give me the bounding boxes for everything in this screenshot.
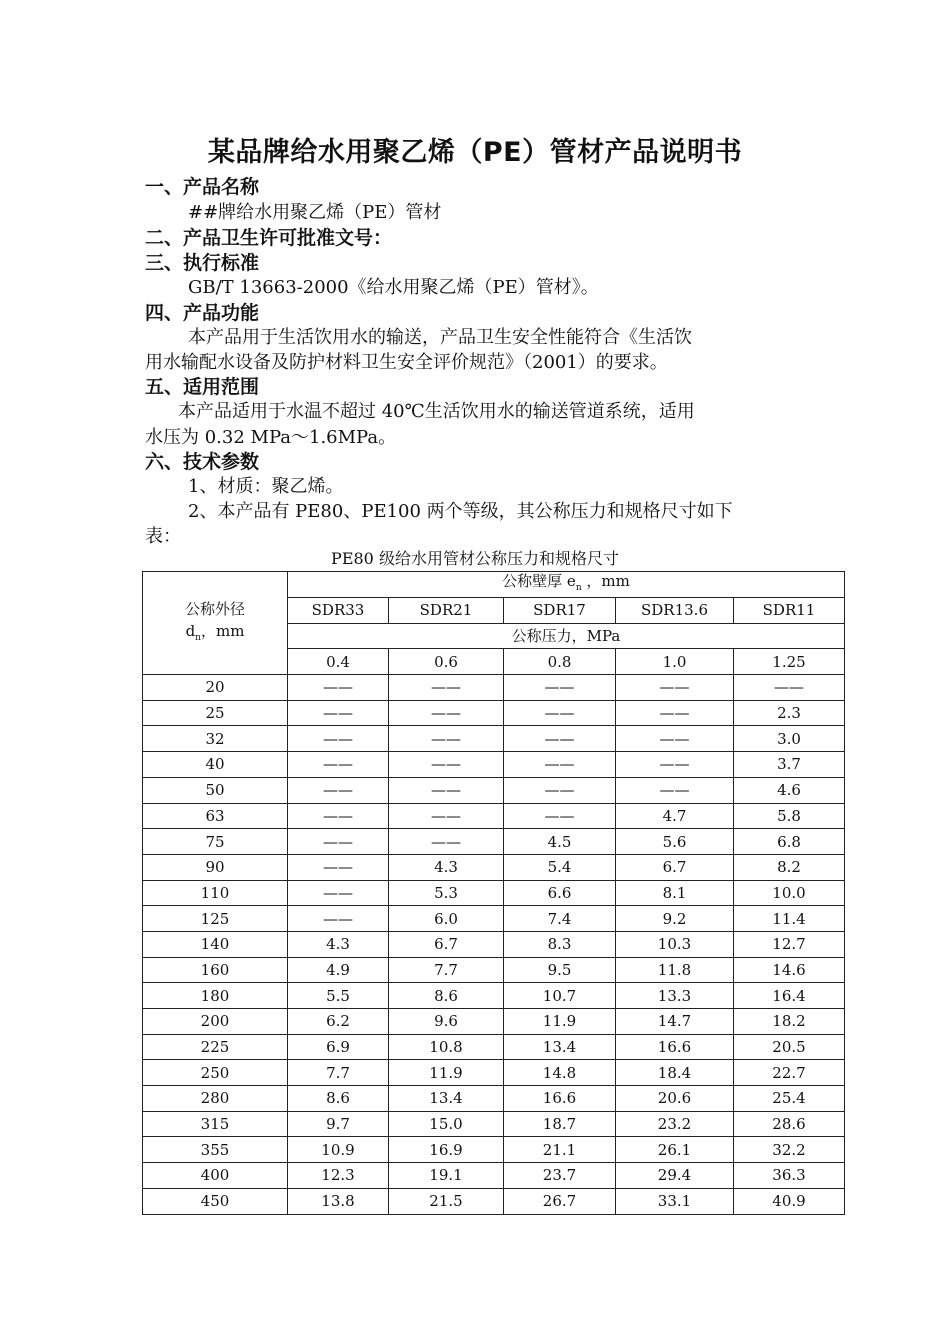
- dn-subscript: n: [195, 632, 201, 643]
- table-row: [143, 1111, 845, 1137]
- wall-thickness-cell: ——: [616, 700, 734, 726]
- wall-thickness-cell: 10.8: [389, 1034, 504, 1060]
- section-5-text-line1: 本产品适用于水温不超过 40℃生活饮用水的输送管道系统，适用: [178, 401, 695, 422]
- wall-thickness-cell: 6.6: [504, 880, 616, 906]
- table-row: [143, 880, 845, 906]
- diameter-cell: 125: [143, 906, 288, 932]
- pressure-cell: 1.0: [616, 649, 734, 675]
- wall-thickness-cell: ——: [288, 906, 389, 932]
- wall-thickness-cell: 7.7: [288, 1060, 389, 1086]
- spec-table: [142, 571, 845, 1215]
- wall-thickness-cell: 15.0: [389, 1111, 504, 1137]
- section-6-item2-line1: 2、本产品有 PE80、PE100 两个等级，其公称压力和规格尺寸如下: [188, 501, 733, 522]
- table-row: [143, 957, 845, 983]
- table-row: [143, 1188, 845, 1214]
- outer-diameter-unit: [143, 620, 287, 649]
- wall-thickness-cell: 9.7: [288, 1111, 389, 1137]
- wall-thickness-cell: 6.2: [288, 1009, 389, 1035]
- wall-thickness-cell: 16.6: [616, 1034, 734, 1060]
- section-5-heading: 五、适用范围: [145, 376, 260, 398]
- wall-thickness-cell: 4.6: [734, 777, 845, 803]
- wall-thickness-cell: 25.4: [734, 1086, 845, 1112]
- table-row: [143, 777, 845, 803]
- wall-thickness-cell: 5.3: [389, 880, 504, 906]
- diameter-cell: 140: [143, 931, 288, 957]
- diameter-cell: 450: [143, 1188, 288, 1214]
- wall-thickness-cell: 8.2: [734, 854, 845, 880]
- wall-thickness-cell: ——: [616, 752, 734, 778]
- wall-thickness-cell: 13.3: [616, 983, 734, 1009]
- wall-thickness-cell: 10.3: [616, 931, 734, 957]
- wall-thickness-cell: ——: [616, 726, 734, 752]
- wall-thickness-cell: ——: [389, 829, 504, 855]
- wall-thickness-cell: 11.8: [616, 957, 734, 983]
- diameter-cell: 200: [143, 1009, 288, 1035]
- wall-thickness-cell: ——: [288, 854, 389, 880]
- wall-thickness-cell: ——: [734, 675, 845, 701]
- diameter-cell: 225: [143, 1034, 288, 1060]
- pressure-cell: 0.8: [504, 649, 616, 675]
- wall-thickness-cell: 7.4: [504, 906, 616, 932]
- table-row: [143, 854, 845, 880]
- wall-thickness-cell: 4.7: [616, 803, 734, 829]
- wall-thickness-cell: 22.7: [734, 1060, 845, 1086]
- section-1-heading: 一、产品名称: [145, 176, 260, 198]
- wall-thickness-cell: 18.4: [616, 1060, 734, 1086]
- wall-thickness-cell: 29.4: [616, 1163, 734, 1189]
- sdr-cell: SDR33: [288, 598, 389, 624]
- wall-thickness-cell: 26.7: [504, 1188, 616, 1214]
- section-2-heading: 二、产品卫生许可批准文号：: [145, 227, 393, 249]
- table-row: [143, 1137, 845, 1163]
- section-6-item1: 1、材质：聚乙烯。: [188, 476, 344, 497]
- diameter-cell: 160: [143, 957, 288, 983]
- diameter-cell: 20: [143, 675, 288, 701]
- wall-thickness-cell: 5.6: [616, 829, 734, 855]
- table-row: [143, 1060, 845, 1086]
- wall-thickness-cell: 6.7: [616, 854, 734, 880]
- wall-thickness-cell: 40.9: [734, 1188, 845, 1214]
- section-5-text-line2: 水压为 0.32 MPa～1.6MPa。: [145, 427, 397, 448]
- diameter-cell: 63: [143, 803, 288, 829]
- wall-thickness-cell: 13.4: [389, 1086, 504, 1112]
- wall-thickness-cell: ——: [504, 803, 616, 829]
- dn-symbol: d: [185, 621, 196, 640]
- wall-thickness-cell: ——: [389, 777, 504, 803]
- table-row: [143, 1086, 845, 1112]
- sdr-cell: SDR13.6: [616, 598, 734, 624]
- wall-thickness-cell: 14.7: [616, 1009, 734, 1035]
- wall-thickness-cell: 5.5: [288, 983, 389, 1009]
- table-row: [143, 983, 845, 1009]
- wall-thickness-cell: 16.6: [504, 1086, 616, 1112]
- document-title: 某品牌给水用聚乙烯（PE）管材产品说明书: [207, 137, 743, 168]
- wall-thickness-cell: ——: [288, 880, 389, 906]
- wall-thickness-cell: 32.2: [734, 1137, 845, 1163]
- wall-thickness-cell: ——: [288, 726, 389, 752]
- diameter-cell: 25: [143, 700, 288, 726]
- wall-thickness-cell: ——: [389, 752, 504, 778]
- wall-thickness-cell: 7.7: [389, 957, 504, 983]
- wall-thickness-cell: 28.6: [734, 1111, 845, 1137]
- outer-diameter-header: [143, 572, 288, 675]
- wall-thickness-cell: 13.4: [504, 1034, 616, 1060]
- diameter-cell: 110: [143, 880, 288, 906]
- wall-thickness-cell: 9.2: [616, 906, 734, 932]
- wall-thickness-cell: 11.4: [734, 906, 845, 932]
- diameter-cell: 180: [143, 983, 288, 1009]
- wall-thickness-cell: 10.9: [288, 1137, 389, 1163]
- wall-thickness-cell: 20.6: [616, 1086, 734, 1112]
- wall-thickness-label: 公称壁厚 e: [502, 572, 576, 590]
- section-4-heading: 四、产品功能: [145, 302, 260, 324]
- sdr-cell: SDR17: [504, 598, 616, 624]
- diameter-cell: 250: [143, 1060, 288, 1086]
- table-row: [143, 752, 845, 778]
- wall-thickness-cell: 5.8: [734, 803, 845, 829]
- diameter-cell: 50: [143, 777, 288, 803]
- diameter-cell: 280: [143, 1086, 288, 1112]
- wall-thickness-cell: ——: [504, 726, 616, 752]
- wall-thickness-cell: 12.3: [288, 1163, 389, 1189]
- wall-thickness-cell: ——: [288, 675, 389, 701]
- section-4-text-line2: 用水输配水设备及防护材料卫生安全评价规范》（2001）的要求。: [145, 352, 668, 373]
- wall-thickness-cell: 5.4: [504, 854, 616, 880]
- wall-thickness-cell: 6.7: [389, 931, 504, 957]
- wall-thickness-cell: 4.5: [504, 829, 616, 855]
- wall-thickness-cell: 11.9: [389, 1060, 504, 1086]
- wall-thickness-cell: 8.6: [288, 1086, 389, 1112]
- table-row: [143, 906, 845, 932]
- table-row: [143, 1163, 845, 1189]
- table-row: [143, 829, 845, 855]
- wall-thickness-cell: 3.0: [734, 726, 845, 752]
- diameter-cell: 75: [143, 829, 288, 855]
- section-3-text: GB/T 13663-2000《给水用聚乙烯（PE）管材》。: [188, 277, 599, 298]
- table-row: [143, 803, 845, 829]
- wall-thickness-cell: ——: [288, 829, 389, 855]
- table-row: [143, 931, 845, 957]
- dn-unit: ，mm: [200, 621, 245, 640]
- wall-thickness-cell: 11.9: [504, 1009, 616, 1035]
- wall-thickness-cell: 18.2: [734, 1009, 845, 1035]
- diameter-cell: 400: [143, 1163, 288, 1189]
- wall-thickness-cell: 14.8: [504, 1060, 616, 1086]
- table-row: [143, 700, 845, 726]
- wall-thickness-cell: ——: [389, 803, 504, 829]
- wall-unit: ，mm: [581, 572, 630, 590]
- wall-thickness-cell: 33.1: [616, 1188, 734, 1214]
- wall-thickness-header: [288, 572, 845, 598]
- wall-thickness-cell: 26.1: [616, 1137, 734, 1163]
- section-6-item2-line2: 表：: [145, 526, 181, 547]
- wall-thickness-cell: 14.6: [734, 957, 845, 983]
- wall-thickness-cell: 36.3: [734, 1163, 845, 1189]
- wall-thickness-cell: ——: [504, 700, 616, 726]
- wall-thickness-cell: 6.9: [288, 1034, 389, 1060]
- wall-thickness-cell: 21.5: [389, 1188, 504, 1214]
- wall-thickness-cell: 4.3: [389, 854, 504, 880]
- wall-thickness-cell: ——: [616, 675, 734, 701]
- sdr-cell: SDR21: [389, 598, 504, 624]
- wall-thickness-cell: 8.1: [616, 880, 734, 906]
- wall-thickness-cell: 8.6: [389, 983, 504, 1009]
- section-6-heading: 六、技术参数: [145, 451, 260, 473]
- wall-thickness-cell: ——: [389, 700, 504, 726]
- section-3-heading: 三、执行标准: [145, 252, 260, 274]
- table-caption: PE80 级给水用管材公称压力和规格尺寸: [331, 549, 619, 568]
- wall-thickness-cell: 12.7: [734, 931, 845, 957]
- wall-thickness-cell: 10.0: [734, 880, 845, 906]
- wall-thickness-cell: 20.5: [734, 1034, 845, 1060]
- wall-thickness-cell: ——: [288, 752, 389, 778]
- outer-diameter-label: 公称外径: [184, 599, 245, 618]
- wall-thickness-cell: ——: [504, 675, 616, 701]
- wall-thickness-cell: ——: [288, 700, 389, 726]
- table-row: [143, 726, 845, 752]
- diameter-cell: 32: [143, 726, 288, 752]
- wall-thickness-cell: 13.8: [288, 1188, 389, 1214]
- wall-thickness-cell: ——: [288, 803, 389, 829]
- wall-thickness-cell: ——: [616, 777, 734, 803]
- wall-thickness-cell: 6.8: [734, 829, 845, 855]
- sdr-cell: SDR11: [734, 598, 845, 624]
- wall-thickness-cell: 4.9: [288, 957, 389, 983]
- pressure-cell: 0.6: [389, 649, 504, 675]
- wall-thickness-cell: 2.3: [734, 700, 845, 726]
- wall-thickness-cell: 9.6: [389, 1009, 504, 1035]
- diameter-cell: 315: [143, 1111, 288, 1137]
- wall-thickness-cell: 23.2: [616, 1111, 734, 1137]
- pressure-cell: 0.4: [288, 649, 389, 675]
- table-row: [143, 675, 845, 701]
- diameter-cell: 90: [143, 854, 288, 880]
- table-body: [143, 675, 845, 1214]
- wall-thickness-cell: 8.3: [504, 931, 616, 957]
- wall-thickness-cell: 23.7: [504, 1163, 616, 1189]
- wall-thickness-cell: 10.7: [504, 983, 616, 1009]
- wall-thickness-cell: 4.3: [288, 931, 389, 957]
- diameter-cell: 40: [143, 752, 288, 778]
- wall-thickness-cell: ——: [504, 777, 616, 803]
- diameter-cell: 355: [143, 1137, 288, 1163]
- table-row: [143, 1009, 845, 1035]
- wall-thickness-cell: ——: [389, 675, 504, 701]
- section-1-text: ##牌给水用聚乙烯（PE）管材: [188, 202, 442, 223]
- wall-thickness-cell: ——: [389, 726, 504, 752]
- wall-thickness-cell: 6.0: [389, 906, 504, 932]
- wall-thickness-cell: 16.9: [389, 1137, 504, 1163]
- table-row: [143, 1034, 845, 1060]
- wall-thickness-cell: 9.5: [504, 957, 616, 983]
- wall-thickness-cell: 18.7: [504, 1111, 616, 1137]
- pressure-cell: 1.25: [734, 649, 845, 675]
- wall-thickness-cell: 21.1: [504, 1137, 616, 1163]
- wall-subscript: n: [575, 583, 582, 593]
- section-4-text-line1: 本产品用于生活饮用水的输送，产品卫生安全性能符合《生活饮: [188, 327, 692, 348]
- wall-thickness-cell: 16.4: [734, 983, 845, 1009]
- wall-thickness-cell: 3.7: [734, 752, 845, 778]
- table-header-row-1: [143, 572, 845, 598]
- wall-thickness-cell: ——: [288, 777, 389, 803]
- pressure-header: 公称压力，MPa: [288, 623, 845, 649]
- wall-thickness-cell: 19.1: [389, 1163, 504, 1189]
- wall-thickness-cell: ——: [504, 752, 616, 778]
